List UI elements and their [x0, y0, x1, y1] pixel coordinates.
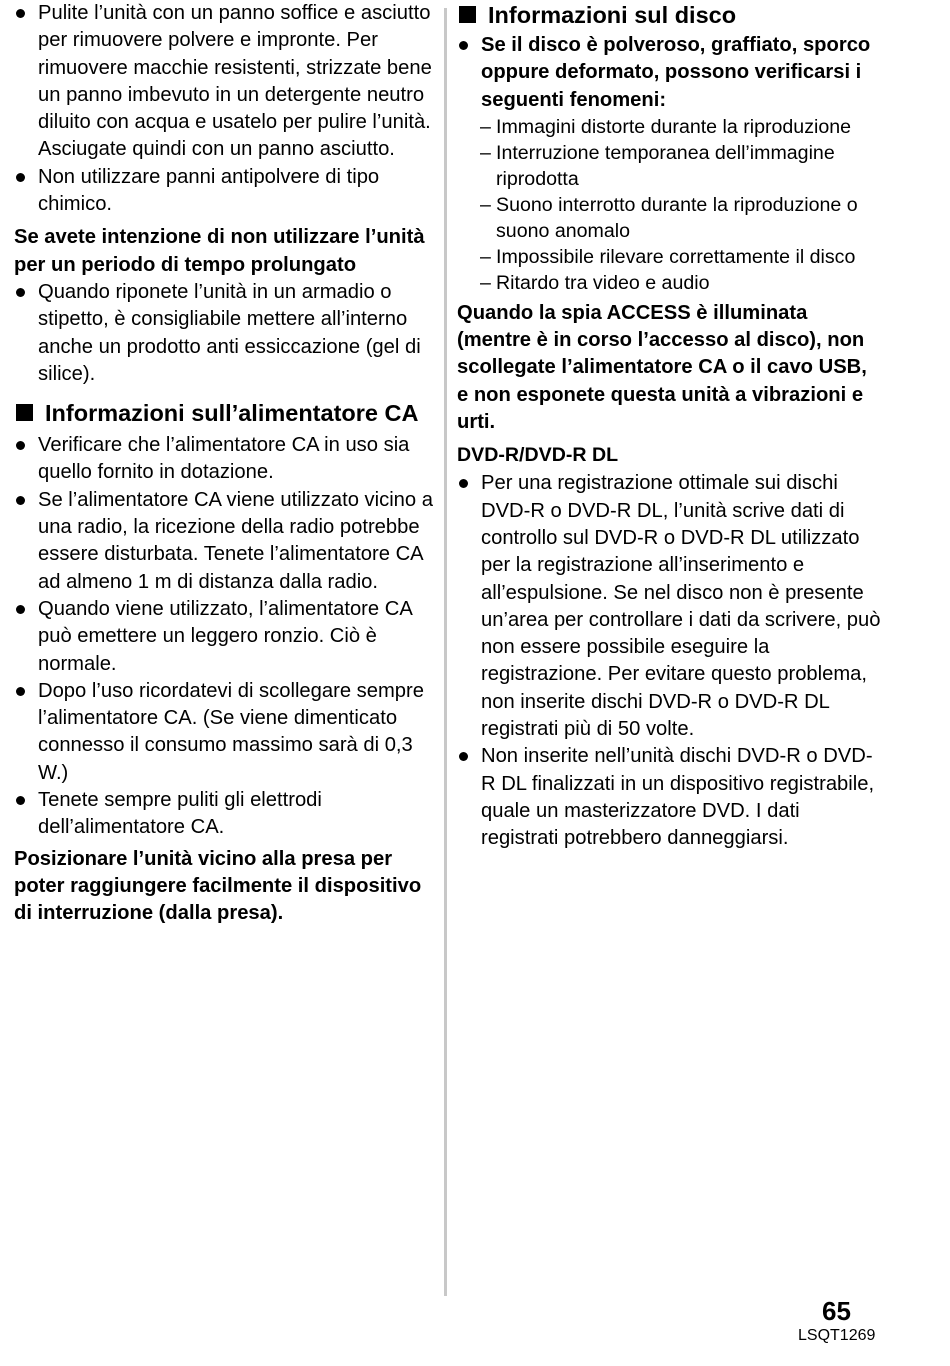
disc-section-heading: Informazioni sul disco — [457, 0, 882, 30]
ac-bullet-electrodes: Tenete sempre puliti gli elettrodi dell’alimentatore CA. — [14, 787, 434, 842]
phenomenon-item: – Impossibile rilevare correttamente il disco — [457, 244, 882, 270]
document-code: LSQT1269 — [798, 1327, 876, 1344]
phenomenon-item: – Suono interrotto durante la riproduzione o suono anomalo — [457, 192, 882, 244]
dvd-heading: DVD-R/DVD-R DL — [457, 444, 619, 467]
disc-damage-bullet: Se il disco è polveroso, graffiato, sporco oppure deformato, possono verificarsi i seguenti fenomeni: — [457, 32, 882, 114]
storage-bullet: Quando riponete l’unità in un armadio o stipetto, è consigliabile mettere all’interno anche un prodotto anti essiccazione (gel di silice). — [14, 279, 434, 388]
ac-adaptor-section-heading: Informazioni sull’alimentatore CA — [14, 398, 434, 428]
ac-bullet-disconnect: Dopo l’uso ricordatevi di scollegare sempre l’alimentatore CA. (Se viene dimenticato connesso il consumo massimo sarà di 0,3 W.) — [14, 678, 434, 787]
left-column — [14, 0, 434, 928]
phenomenon-item: – Ritardo tra video e audio — [457, 270, 882, 296]
chemical-cloth-bullet: Non utilizzare panni antipolvere di tipo chimico. — [14, 164, 434, 219]
column-divider — [444, 8, 447, 1296]
phenomenon-item: – Immagini distorte durante la riproduzione — [457, 114, 882, 140]
dvd-bullet-finalized: Non inserite nell’unità dischi DVD-R o DVD-R DL finalizzati in un dispositivo registrabile, quale un masterizzatore DVD. I dati registrati potrebbero danneggiarsi. — [457, 743, 882, 852]
right-column — [457, 0, 882, 853]
ac-outlet-notice: Posizionare l’unità vicino alla presa per poter raggiungere facilmente il dispositivo di interruzione (dalla presa). — [14, 847, 422, 925]
dvd-bullet-control-data: Per una registrazione ottimale sui dischi DVD-R o DVD-R DL, l’unità scrive dati di controllo sul DVD-R o DVD-R DL utilizzato per la registrazione all’inserimento e all’espulsione. Se nel disco non è presente un’area per controllare i dati da scrivere, può non essere possibile eseguire la registrazione. Per evitare questo problema, non inserite dischi DVD-R o DVD-R DL registrati più di 50 volte. — [457, 470, 882, 743]
phenomenon-item: – Interruzione temporanea dell’immagine riprodotta — [457, 140, 882, 192]
storage-heading: Se avete intenzione di non utilizzare l’unità per un periodo di tempo prolungato — [14, 226, 425, 276]
ac-bullet-supplied: Verificare che l’alimentatore CA in uso sia quello fornito in dotazione. — [14, 432, 434, 487]
access-lamp-notice: Quando la spia ACCESS è illuminata (mentre è in corso l’accesso al disco), non scollegate l’alimentatore CA o il cavo USB, e non esponete questa unità a vibrazioni e urti. — [457, 301, 867, 434]
cleaning-bullet: Pulite l’unità con un panno soffice e asciutto per rimuovere polvere e impronte. Per rimuovere macchie resistenti, strizzate bene un panno imbevuto in un detergente neutro diluito con acqua e usatelo per pulire l’unità. Asciugate quindi con un panno asciutto. — [14, 0, 434, 164]
ac-bullet-radio: Se l’alimentatore CA viene utilizzato vicino a una radio, la ricezione della radio potrebbe essere disturbata. Tenete l’alimentatore CA ad almeno 1 m di distanza dalla radio. — [14, 487, 434, 596]
page-number: 65 — [822, 1296, 851, 1326]
ac-bullet-hum: Quando viene utilizzato, l’alimentatore CA può emettere un leggero ronzio. Ciò è normale. — [14, 596, 434, 678]
